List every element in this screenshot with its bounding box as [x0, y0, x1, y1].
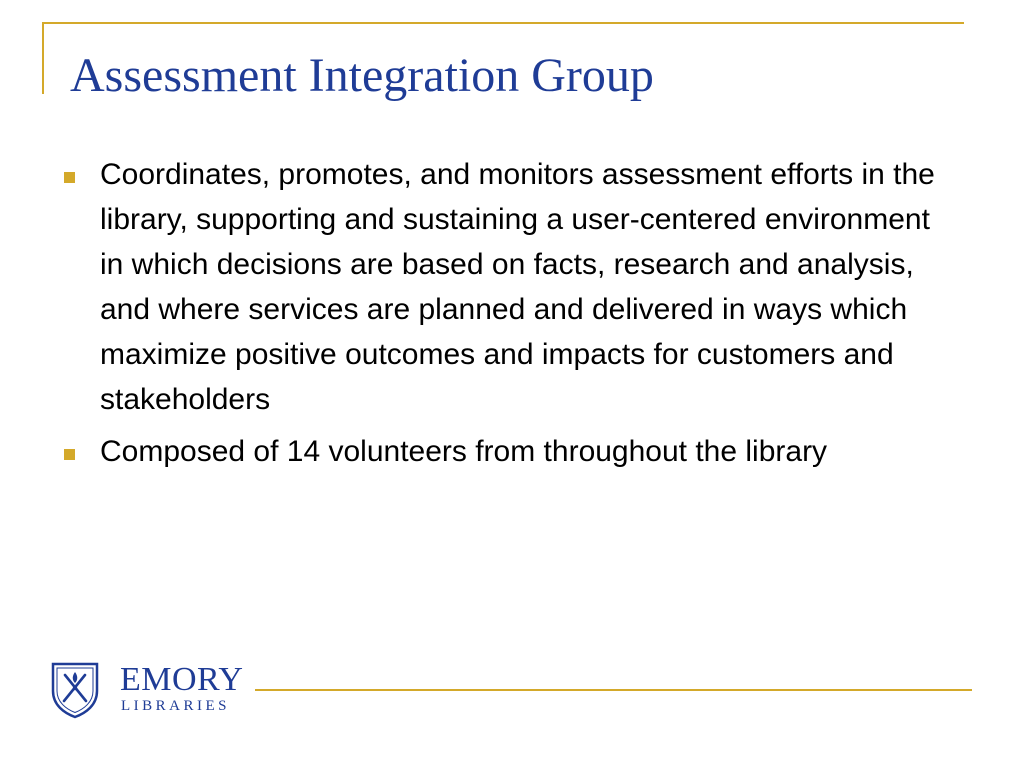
- square-bullet-icon: [64, 449, 75, 460]
- emory-shield-icon: [50, 661, 100, 719]
- bullet-text: Composed of 14 volunteers from throughout the library: [100, 435, 828, 468]
- frame-left-rule: [42, 22, 44, 94]
- slide-title: Assessment Integration Group: [70, 49, 654, 102]
- logo-wordmark: EMORY: [120, 661, 244, 698]
- emory-libraries-logo: [50, 661, 260, 721]
- logo-subtitle: LIBRARIES: [121, 698, 231, 714]
- bullet-text: Coordinates, promotes, and monitors assessment efforts in the library, supporting and sustaining a user-centered environment in which decisions are based on facts, research and analysis, and where services are planned and delivered in ways which maximize positive outcomes and impacts for customers and stakeholders: [100, 158, 935, 416]
- square-bullet-icon: [64, 172, 75, 183]
- footer-rule: [255, 689, 972, 691]
- frame-top-rule: [42, 22, 964, 24]
- bullet-list: [60, 152, 940, 481]
- bullet-item: [60, 152, 940, 422]
- bullet-item: [60, 429, 940, 474]
